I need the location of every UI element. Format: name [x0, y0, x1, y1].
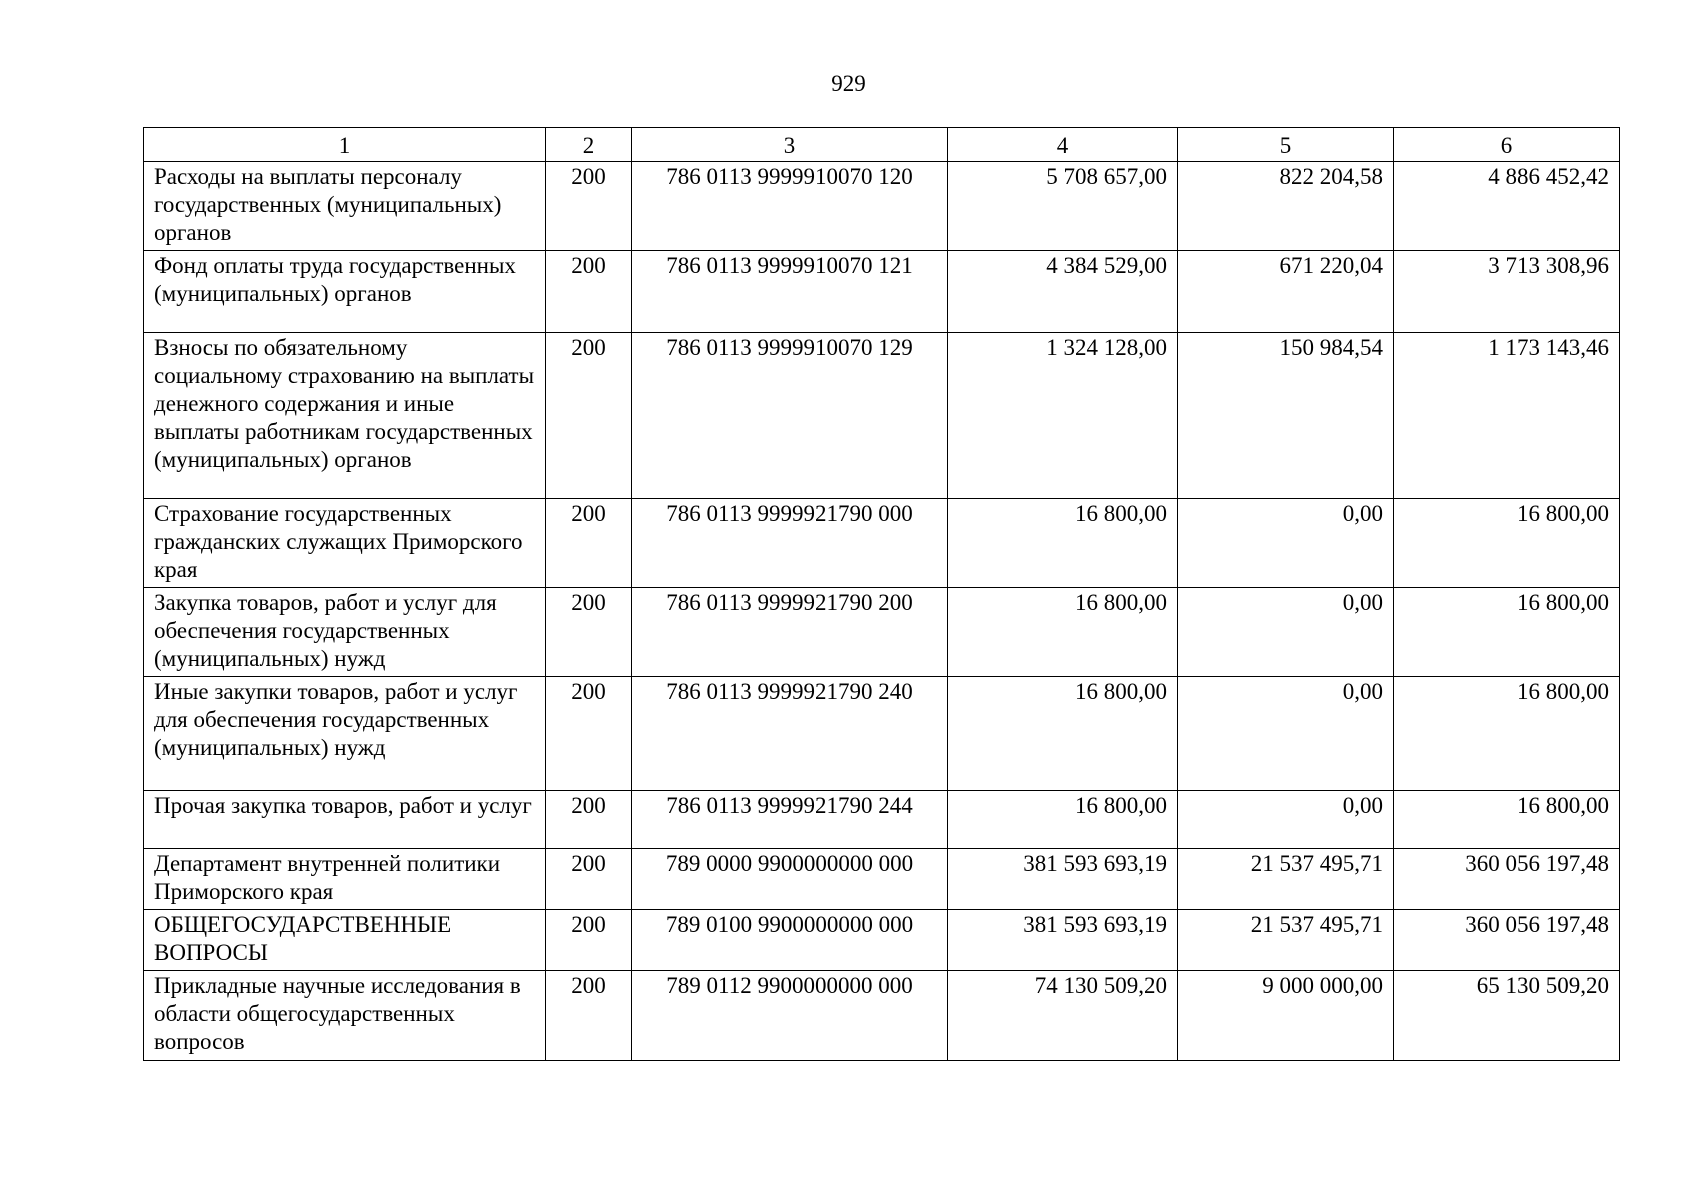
row-unexecuted-amount: 16 800,00 [1394, 588, 1620, 677]
row-approved-amount: 4 384 529,00 [948, 251, 1178, 333]
row-executed-amount: 21 537 495,71 [1178, 849, 1394, 910]
table-row [144, 499, 1620, 588]
row-unexecuted-amount: 4 886 452,42 [1394, 162, 1620, 251]
row-unexecuted-amount: 65 130 509,20 [1394, 971, 1620, 1061]
row-line-code: 200 [546, 162, 632, 251]
row-classification-code: 786 0113 9999921790 240 [632, 677, 948, 791]
row-name: Взносы по обязательному социальному страхованию на выплаты денежного содержания и иные выплаты работникам государственных (муниципальных) органов [144, 333, 546, 499]
table-row [144, 971, 1620, 1061]
row-line-code: 200 [546, 791, 632, 849]
row-unexecuted-amount: 360 056 197,48 [1394, 910, 1620, 971]
row-line-code: 200 [546, 251, 632, 333]
row-unexecuted-amount: 16 800,00 [1394, 677, 1620, 791]
table-row [144, 910, 1620, 971]
column-header: 3 [632, 128, 948, 162]
row-approved-amount: 5 708 657,00 [948, 162, 1178, 251]
column-header: 6 [1394, 128, 1620, 162]
row-approved-amount: 16 800,00 [948, 791, 1178, 849]
row-classification-code: 786 0113 9999921790 000 [632, 499, 948, 588]
row-name: Прикладные научные исследования в области общегосударственных вопросов [144, 971, 546, 1061]
table-row [144, 162, 1620, 251]
row-name: Закупка товаров, работ и услуг для обеспечения государственных (муниципальных) нужд [144, 588, 546, 677]
row-line-code: 200 [546, 677, 632, 791]
row-executed-amount: 822 204,58 [1178, 162, 1394, 251]
row-executed-amount: 0,00 [1178, 588, 1394, 677]
table-row [144, 251, 1620, 333]
row-name: ОБЩЕГОСУДАРСТВЕННЫЕ ВОПРОСЫ [144, 910, 546, 971]
table-row [144, 791, 1620, 849]
budget-execution-table [143, 127, 1620, 1061]
row-unexecuted-amount: 1 173 143,46 [1394, 333, 1620, 499]
row-executed-amount: 671 220,04 [1178, 251, 1394, 333]
row-unexecuted-amount: 3 713 308,96 [1394, 251, 1620, 333]
row-approved-amount: 74 130 509,20 [948, 971, 1178, 1061]
row-approved-amount: 16 800,00 [948, 677, 1178, 791]
row-name: Иные закупки товаров, работ и услуг для обеспечения государственных (муниципальных) нужд [144, 677, 546, 791]
column-number-header-row [144, 128, 1620, 162]
column-header: 2 [546, 128, 632, 162]
table-row [144, 333, 1620, 499]
row-executed-amount: 0,00 [1178, 677, 1394, 791]
row-executed-amount: 150 984,54 [1178, 333, 1394, 499]
row-classification-code: 786 0113 9999921790 200 [632, 588, 948, 677]
row-approved-amount: 16 800,00 [948, 499, 1178, 588]
row-unexecuted-amount: 360 056 197,48 [1394, 849, 1620, 910]
column-header: 5 [1178, 128, 1394, 162]
row-name: Прочая закупка товаров, работ и услуг [144, 791, 546, 849]
row-executed-amount: 21 537 495,71 [1178, 910, 1394, 971]
row-classification-code: 789 0000 9900000000 000 [632, 849, 948, 910]
table-row [144, 677, 1620, 791]
row-classification-code: 786 0113 9999921790 244 [632, 791, 948, 849]
row-classification-code: 786 0113 9999910070 129 [632, 333, 948, 499]
row-line-code: 200 [546, 910, 632, 971]
row-classification-code: 786 0113 9999910070 121 [632, 251, 948, 333]
row-name: Страхование государственных гражданских служащих Приморского края [144, 499, 546, 588]
table-row [144, 588, 1620, 677]
row-unexecuted-amount: 16 800,00 [1394, 791, 1620, 849]
page-number: 929 [831, 71, 866, 96]
column-header: 1 [144, 128, 546, 162]
row-unexecuted-amount: 16 800,00 [1394, 499, 1620, 588]
row-line-code: 200 [546, 849, 632, 910]
row-executed-amount: 0,00 [1178, 499, 1394, 588]
row-name: Фонд оплаты труда государственных (муниципальных) органов [144, 251, 546, 333]
row-name: Департамент внутренней политики Приморского края [144, 849, 546, 910]
row-classification-code: 789 0100 9900000000 000 [632, 910, 948, 971]
column-header: 4 [948, 128, 1178, 162]
row-line-code: 200 [546, 588, 632, 677]
row-approved-amount: 1 324 128,00 [948, 333, 1178, 499]
row-approved-amount: 16 800,00 [948, 588, 1178, 677]
row-classification-code: 786 0113 9999910070 120 [632, 162, 948, 251]
row-approved-amount: 381 593 693,19 [948, 849, 1178, 910]
row-name: Расходы на выплаты персоналу государственных (муниципальных) органов [144, 162, 546, 251]
row-executed-amount: 0,00 [1178, 791, 1394, 849]
row-line-code: 200 [546, 333, 632, 499]
table-row [144, 849, 1620, 910]
row-classification-code: 789 0112 9900000000 000 [632, 971, 948, 1061]
row-executed-amount: 9 000 000,00 [1178, 971, 1394, 1061]
row-approved-amount: 381 593 693,19 [948, 910, 1178, 971]
row-line-code: 200 [546, 971, 632, 1061]
row-line-code: 200 [546, 499, 632, 588]
